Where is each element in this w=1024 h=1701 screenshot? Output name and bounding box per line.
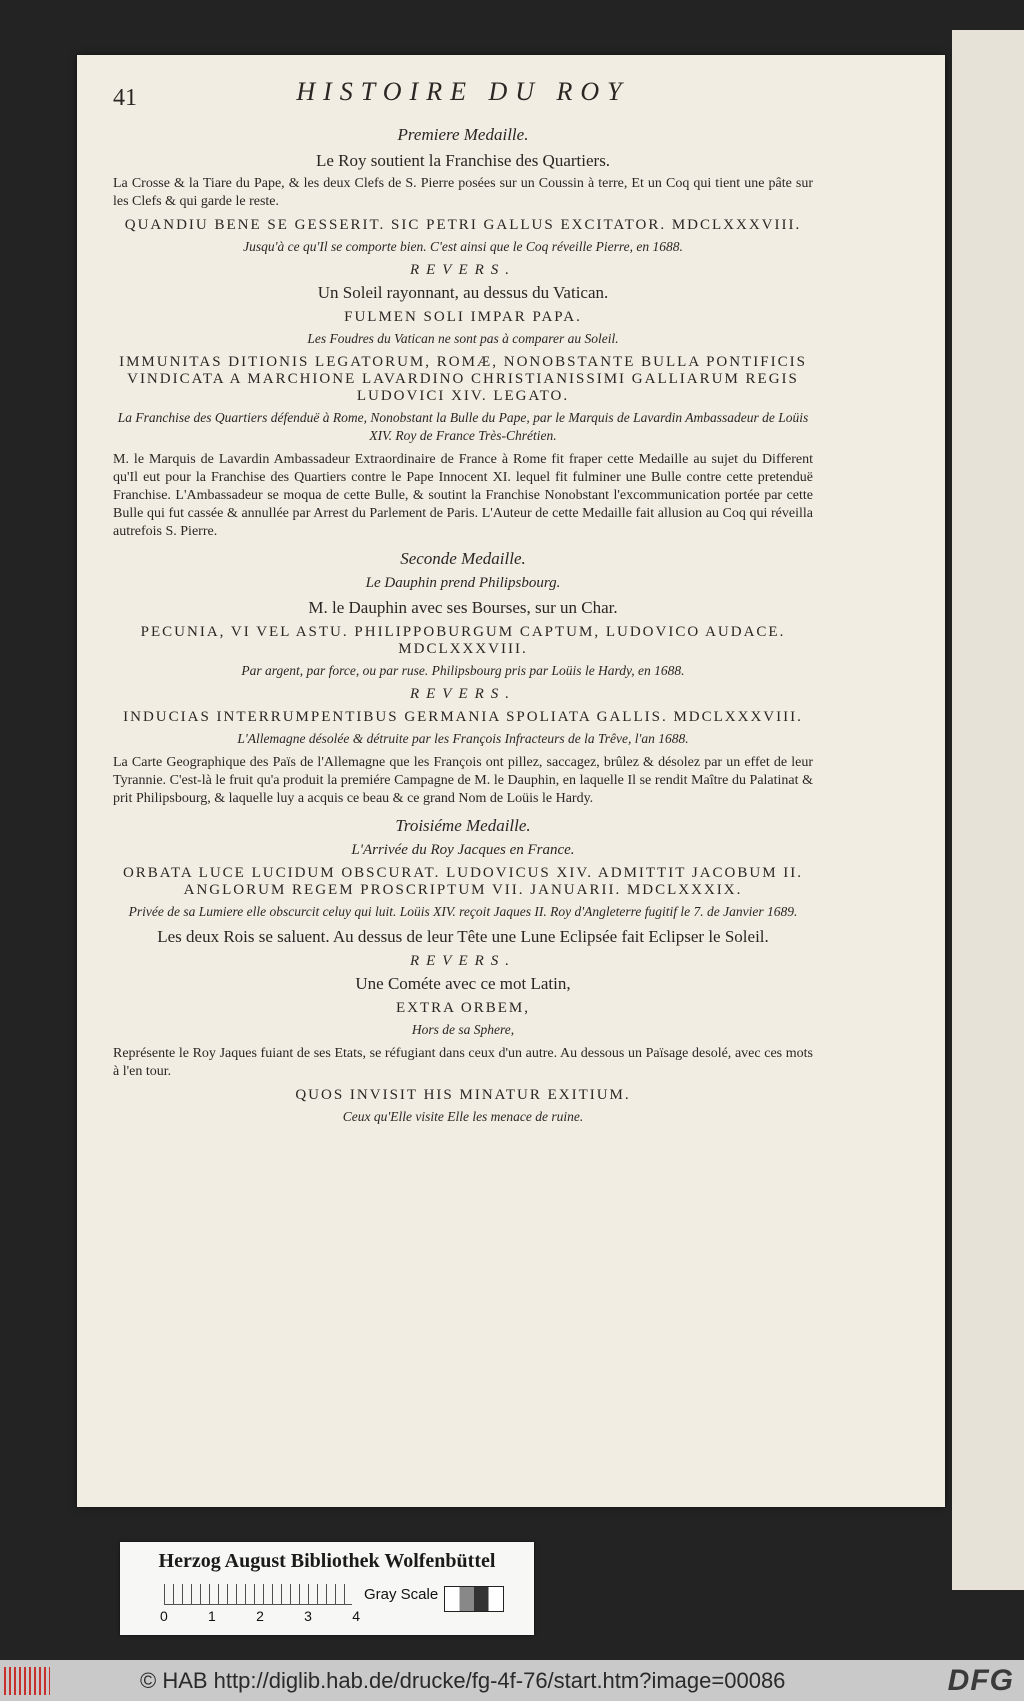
medal-3-translation: Privée de sa Lumiere elle obscurcit celuy qui luit. Loüis XIV. reçoit Jaques II. Roy d'Angleterre fugitif le 7. de Janvier 1689. bbox=[128, 904, 798, 919]
page-header bbox=[113, 77, 813, 117]
medal-2-revers-label: REVERS. bbox=[409, 686, 517, 702]
ruler-number: 2 bbox=[256, 1608, 264, 1624]
page-number: 41 bbox=[113, 85, 137, 111]
medal-1-revers-label: REVERS. bbox=[409, 262, 517, 278]
medal-2-section bbox=[113, 549, 813, 808]
footer-copyright-link[interactable]: © HAB http://diglib.hab.de/drucke/fg-4f-76/start.htm?image=00086 bbox=[140, 1667, 786, 1693]
gray-scale-swatch bbox=[444, 1586, 504, 1612]
medal-1-description: La Crosse & la Tiare du Pape, & les deux Clefs de S. Pierre posées sur un Coussin à terre, Et un Coq qui tient une pâte sur les Clefs & qui garde le reste. bbox=[113, 176, 813, 209]
medal-2-subject: Le Dauphin prend Philipsbourg. bbox=[365, 575, 561, 591]
medal-3-revers-description: Représente le Roy Jaques fuiant de ses Etats, se réfugiant dans ceux d'un autre. Au dessous un Païsage desolé, avec ces mots à l'en tour. bbox=[113, 1046, 813, 1079]
medal-3-legend: ORBATA LUCE LUCIDUM OBSCURAT. LUDOVICUS XIV. ADMITTIT JACOBUM II. ANGLORUM REGEM PROSCRIPTUM VII. JANUARII. MDCLXXXIX. bbox=[122, 865, 804, 898]
ruler-number: 3 bbox=[304, 1608, 312, 1624]
medal-1-revers-legend: FULMEN SOLI IMPAR PAPA. bbox=[344, 309, 582, 325]
medal-3-revers-legend-translation: Hors de sa Sphere, bbox=[411, 1022, 515, 1037]
medal-1-revers-translation: Les Foudres du Vatican ne sont pas à comparer au Soleil. bbox=[307, 331, 619, 346]
medal-2-legend: PECUNIA, VI VEL ASTU. PHILIPPOBURGUM CAPTUM, LUDOVICO AUDACE. MDCLXXXVIII. bbox=[140, 624, 786, 657]
medal-1-subject: Le Roy soutient la Franchise des Quartiers. bbox=[315, 151, 611, 170]
medal-2-description: M. le Dauphin avec ses Bourses, sur un Char. bbox=[308, 598, 618, 617]
medal-1-translation: Jusqu'à ce qu'Il se comporte bien. C'est ainsi que le Coq réveille Pierre, en 1688. bbox=[243, 239, 683, 254]
medal-3-revers-subject: Une Cométe avec ce mot Latin, bbox=[355, 974, 571, 993]
ruler-number: 1 bbox=[208, 1608, 216, 1624]
medal-3-revers-legend: EXTRA ORBEM, bbox=[395, 1000, 530, 1016]
medal-2-title: Seconde Medaille. bbox=[400, 549, 526, 568]
gray-scale-label: Gray Scale bbox=[364, 1586, 439, 1603]
running-title: HISTOIRE DU ROY bbox=[296, 77, 630, 106]
ruler-number: 4 bbox=[352, 1608, 360, 1624]
medal-1-legend: QUANDIU BENE SE GESSERIT. SIC PETRI GALLUS EXCITATOR. MDCLXXXVIII. bbox=[124, 217, 802, 233]
medal-2-revers-translation: L'Allemagne désolée & détruite par les François Infracteurs de la Trêve, l'an 1688. bbox=[237, 731, 689, 746]
medal-3-subject: L'Arrivée du Roy Jacques en France. bbox=[351, 842, 575, 858]
library-name: Herzog August Bibliothek Wolfenbüttel bbox=[158, 1550, 496, 1572]
barcode-icon bbox=[4, 1667, 50, 1695]
medal-1-section bbox=[113, 125, 813, 541]
medal-2-revers-legend: INDUCIAS INTERRUMPENTIBUS GERMANIA SPOLIATA GALLIS. MDCLXXXVIII. bbox=[123, 709, 803, 725]
medal-2-translation: Par argent, par force, ou par ruse. Philipsbourg pris par Loüis le Hardy, en 1688. bbox=[241, 663, 685, 678]
medal-3-revers-label: REVERS. bbox=[409, 953, 517, 969]
page-content bbox=[113, 77, 813, 1132]
medal-3-section bbox=[113, 816, 813, 1126]
medal-1-exergue-translation: La Franchise des Quartiers défenduë à Rome, Nonobstant la Bulle du Pape, par le Marquis de Lavardin Ambassadeur de Loüis XIV. Roy de France Très-Chrétien. bbox=[117, 410, 809, 443]
medal-1-revers-subject: Un Soleil rayonnant, au dessus du Vatican. bbox=[317, 283, 609, 302]
medal-1-title: Premiere Medaille. bbox=[397, 125, 529, 144]
adjacent-page-edge bbox=[952, 30, 1024, 1590]
ruler-number: 0 bbox=[160, 1608, 168, 1624]
footer-bar bbox=[0, 1660, 1024, 1701]
medal-1-exergue: IMMUNITAS DITIONIS LEGATORUM, ROMÆ, NONOBSTANTE BULLA PONTIFICIS VINDICATA A MARCHIONE LAVARDINO CHRISTIANISSIMI GALLIARUM REGIS LUDOVICI XIV. LEGATO. bbox=[119, 354, 807, 404]
medal-2-commentary: La Carte Geographique des Païs de l'Allemagne que les François ont pillez, saccagez, brûlez & désolez par un effet de leur Tyrannie. C'est-là le fruit qu'a produit la premiére Campagne de M. le Dauphin, en laquelle Il se rendit Maître du Palatinat & prit Philipsbourg, & laquelle luy a acquis ce beau & ce grand Nom de Loüis le Hardy. bbox=[113, 755, 813, 806]
medal-1-commentary: M. le Marquis de Lavardin Ambassadeur Extraordinaire de France à Rome fit fraper cette Medaille au sujet du Different qu'Il eut pour la Franchise des Quartiers contre le Pape Innocent XI. lequel fit fulminer une Bulle contre cette pretenduë Franchise. L'Ambassadeur se moqua de cette Bulle, & soutint la Franchise Nonobstant l'excommunication portée par cette Bulle qui fut cassée & annullée par Arrest du Parlement de Paris. L'Auteur de cette Medaille fait allusion au Coq qui réveilla autrefois S. Pierre. bbox=[113, 452, 813, 539]
medal-3-description: Les deux Rois se saluent. Au dessus de leur Tête une Lune Eclipsée fait Eclipser le Soleil. bbox=[157, 927, 769, 946]
dfg-logo: DFG bbox=[947, 1663, 1014, 1697]
scale-ruler bbox=[164, 1584, 352, 1605]
medal-3-exergue-translation: Ceux qu'Elle visite Elle les menace de ruine. bbox=[342, 1109, 584, 1124]
library-color-card bbox=[120, 1542, 534, 1635]
medal-3-title: Troisiéme Medaille. bbox=[395, 816, 531, 835]
ruler-numbers bbox=[160, 1608, 360, 1624]
medal-3-exergue: QUOS INVISIT HIS MINATUR EXITIUM. bbox=[295, 1087, 631, 1103]
